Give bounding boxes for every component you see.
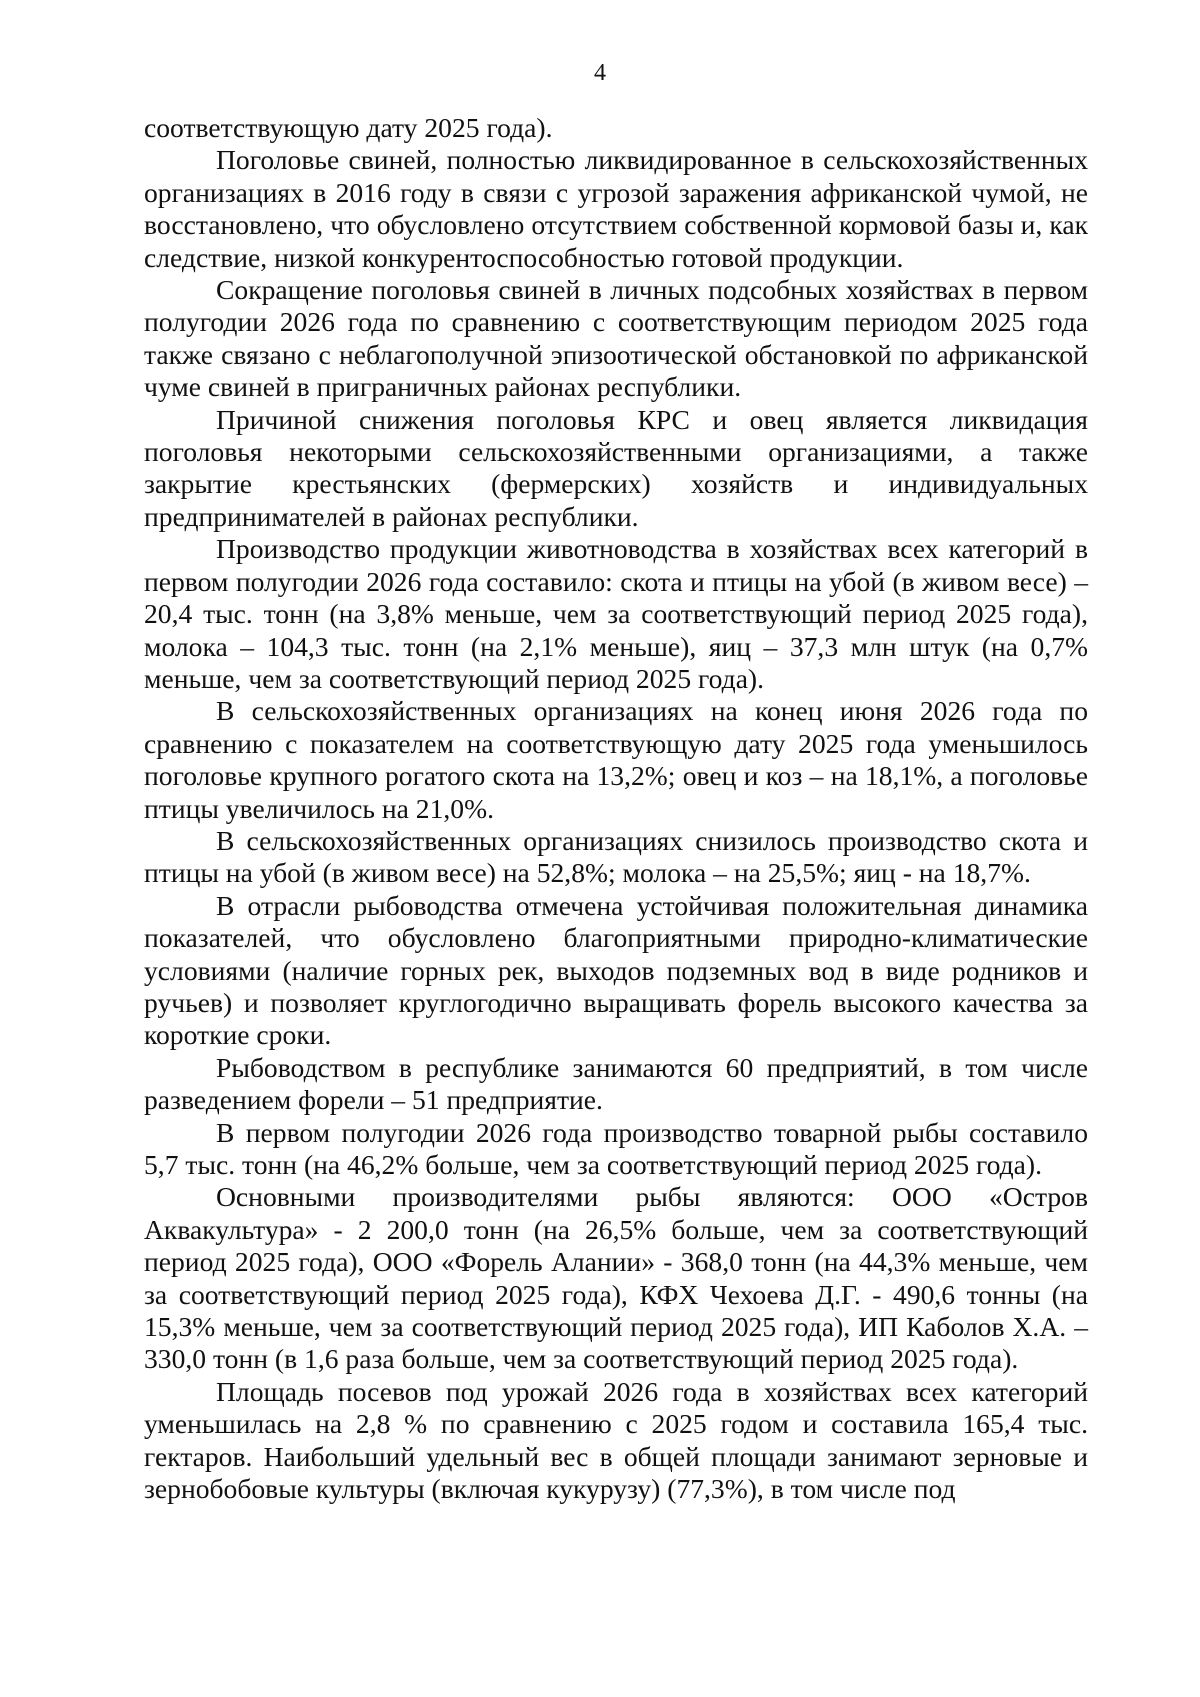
paragraph-agri-org-production: В сельскохозяйственных организациях снизилось производство скота и птицы на убой (в живом весе) на 52,8%; молока – на 25,5%; яиц - на 18,7%. [144, 824, 1088, 889]
page-number: 4 [594, 60, 606, 86]
paragraph-continuation: соответствующую дату 2025 года). [144, 112, 553, 143]
paragraph-pig-reduction: Сокращение поголовья свиней в личных подсобных хозяйствах в первом полугодии 2026 года по сравнению с соответствующим периодом 2025 года также связано с неблагополучной эпизоотической обстановкой по африканской чуме свиней в приграничных районах республики. [144, 274, 1088, 403]
paragraph-fish-production: В первом полугодии 2026 года производство товарной рыбы составило 5,7 тыс. тонн (на 46,2% больше, чем за соответствующий период 2025 года). [144, 1116, 1088, 1180]
paragraph-cattle-reduction: Причиной снижения поголовья КРС и овец является ликвидация поголовья некоторыми сельскохозяйственными организациями, а также закрытие крестьянских (фермерских) хозяйств и индивидуальных предпринимателей в районах республики. [144, 403, 1088, 532]
paragraph-livestock-production: Производство продукции животноводства в хозяйствах всех категорий в первом полугодии 2026 года составило: скота и птицы на убой (в живом весе) – 20,4 тыс. тонн (на 3,8% меньше, чем за соответствующий период 2025 года), молока – 104,3 тыс. тонн (на 2,1% меньше), яиц – 37,3 млн штук (на 0,7% меньше, чем за соответствующий период 2025 года). [144, 533, 1088, 694]
paragraph-fish-producers: Основными производителями рыбы являются: ООО «Остров Аквакультура» - 2 200,0 тонн (на 26,5% больше, чем за соответствующий период 2025 года), ООО «Форель Алании» - 368,0 тонн (на 44,3% меньше, чем за соответствующий период 2025 года), КФХ Чехоева Д.Г. - 490,6 тонны (на 15,3% меньше, чем за соответствующий период 2025 года), ИП Каболов Х.А. – 330,0 тонн (в 1,6 раза больше, чем за соответствующий период 2025 года). [144, 1181, 1088, 1375]
paragraph-crop-area: Площадь посевов под урожай 2026 года в хозяйствах всех категорий уменьшилась на 2,8 % по сравнению с 2025 годом и составила 165,4 тыс. гектаров. Наибольший удельный вес в общей площади занимают зерновые и зернобобовые культуры (включая кукурузу) (77,3%), в том числе под [144, 1375, 1088, 1505]
paragraph-pig-livestock: Поголовье свиней, полностью ликвидированное в сельскохозяйственных организациях в 2016 году в связи с угрозой заражения африканской чумой, не восстановлено, что обусловлено отсутствием собственной кормовой базы и, как следствие, низкой конкурентоспособностью готовой продукции. [144, 144, 1088, 273]
paragraph-fish-farming-dynamics: В отрасли рыбоводства отмечена устойчивая положительная динамика показателей, что обусловлено благоприятными природно-климатические условиями (наличие горных рек, выходов подземных вод в виде родников и ручьев) и позволяет круглогодично выращивать форель высокого качества за короткие сроки. [144, 889, 1088, 1051]
document-body [144, 112, 1088, 1505]
paragraph-fish-enterprises: Рыбоводством в республике занимаются 60 предприятий, в том числе разведением форели – 51 предприятие. [144, 1051, 1088, 1116]
paragraph-agri-org-livestock: В сельскохозяйственных организациях на конец июня 2026 года по сравнению с показателем на соответствующую дату 2025 года уменьшилось поголовье крупного рогатого скота на 13,2%; овец и коз – на 18,1%, а поголовье птицы увеличилось на 21,0%. [144, 695, 1088, 824]
